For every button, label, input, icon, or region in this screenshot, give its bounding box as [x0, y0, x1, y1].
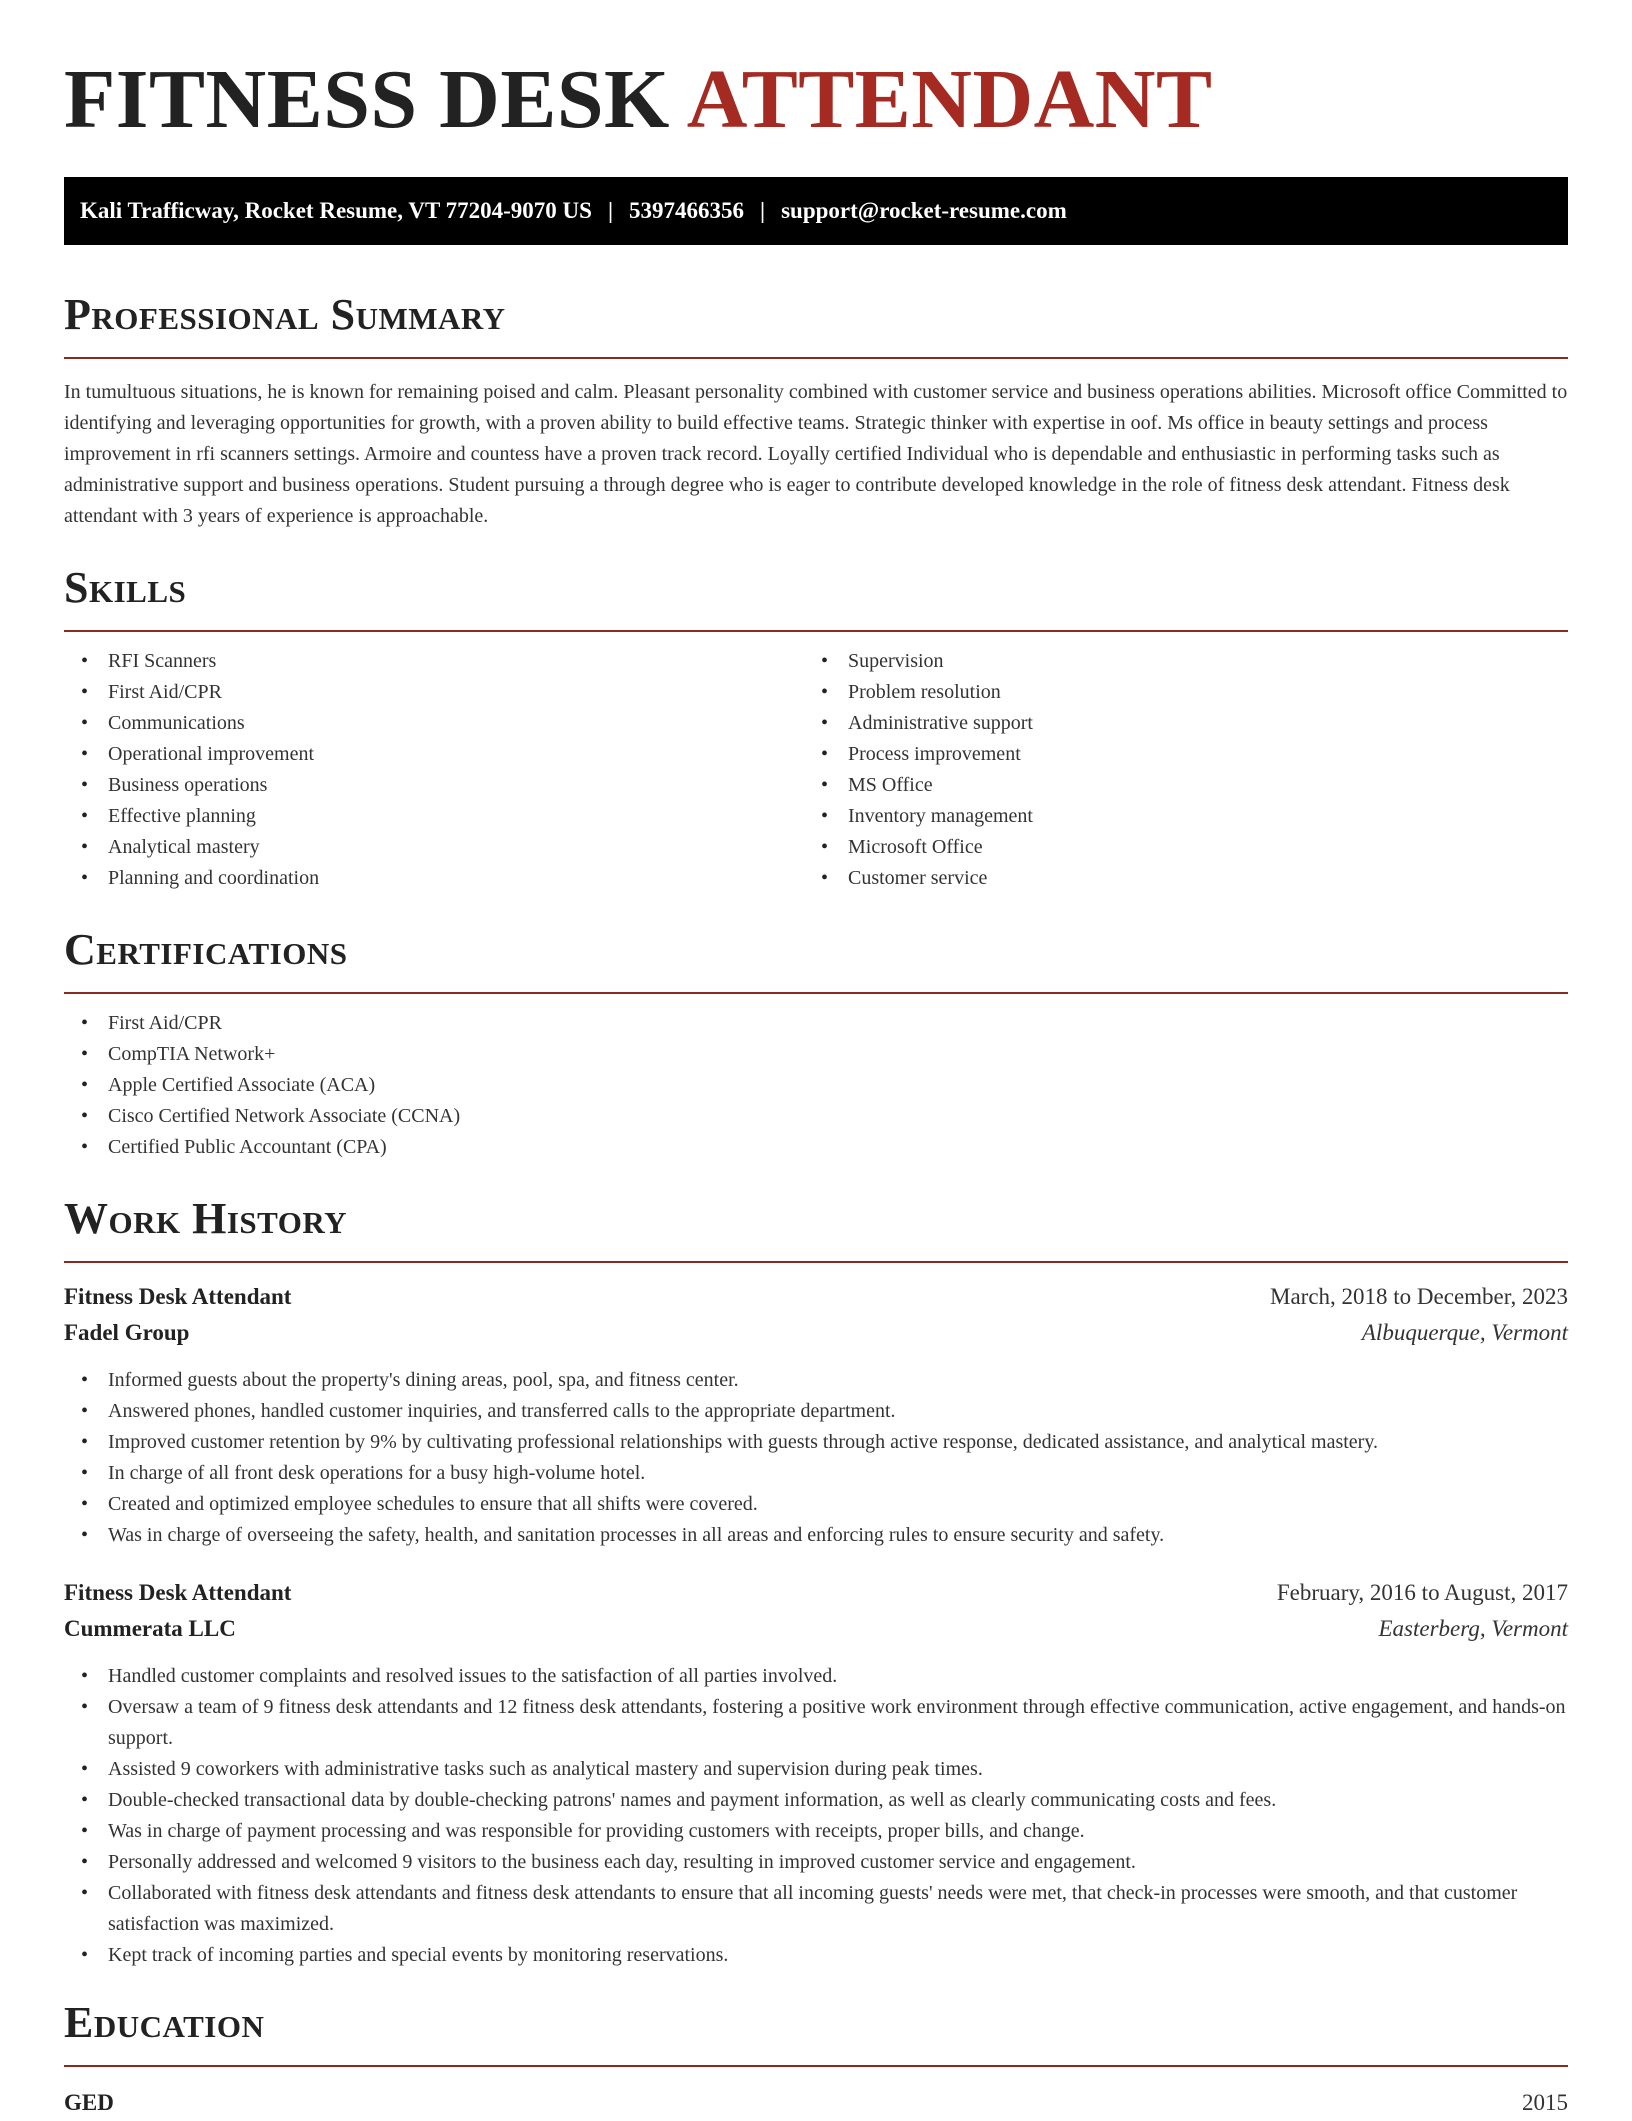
- list-item: • Problem resolution: [804, 677, 1544, 708]
- section-title-work-history: Work History: [64, 1194, 348, 1243]
- work-entry: [64, 1575, 1568, 1971]
- list-item: • Informed guests about the property's dining areas, pool, spa, and fitness center.: [64, 1365, 1568, 1396]
- contact-email: support@rocket-resume.com: [781, 198, 1067, 223]
- list-item: • Inventory management: [804, 801, 1544, 832]
- contact-separator: |: [760, 198, 766, 223]
- work-history-list: [64, 1279, 1568, 1971]
- job-dates: February, 2016 to August, 2017: [1276, 1580, 1568, 1605]
- job-title: Fitness Desk Attendant: [64, 1580, 292, 1605]
- list-item: • Process improvement: [804, 739, 1544, 770]
- title-part-2: ATTENDANT: [686, 53, 1213, 146]
- section-title-certifications: Certifications: [64, 925, 348, 974]
- list-item: • Microsoft Office: [804, 832, 1544, 863]
- list-item: • RFI Scanners: [64, 646, 804, 677]
- job-title: Fitness Desk Attendant: [64, 1284, 292, 1309]
- contact-separator: |: [607, 198, 614, 223]
- company-name: Cummerata LLC: [64, 1616, 236, 1641]
- list-item: • Handled customer complaints and resolved issues to the satisfaction of all parties involved.: [64, 1661, 1568, 1692]
- list-item: • Created and optimized employee schedules to ensure that all shifts were covered.: [64, 1489, 1568, 1520]
- skills-list-left: [64, 646, 804, 894]
- contact-phone: 5397466356: [629, 198, 745, 223]
- list-item: • Was in charge of payment processing and was responsible for providing customers with receipts, proper bills, and change.: [64, 1816, 1568, 1847]
- list-item: • First Aid/CPR: [64, 677, 804, 708]
- section-divider: [64, 2065, 1568, 2067]
- list-item: • Planning and coordination: [64, 863, 804, 894]
- list-item: • Supervision: [804, 646, 1544, 677]
- list-item: • Customer service: [804, 863, 1544, 894]
- resume-title: [64, 53, 1568, 146]
- job-bullets: [64, 1661, 1568, 1971]
- list-item: • Answered phones, handled customer inquiries, and transferred calls to the appropriate department.: [64, 1396, 1568, 1427]
- skills-section: [64, 563, 1568, 894]
- section-title-education: Education: [64, 1998, 265, 2047]
- list-item: • Effective planning: [64, 801, 804, 832]
- list-item: • In charge of all front desk operations for a busy high-volume hotel.: [64, 1458, 1568, 1489]
- job-location: Albuquerque, Vermont: [1361, 1320, 1568, 1345]
- education-entry: [64, 2085, 1568, 2121]
- list-item: • Apple Certified Associate (ACA): [64, 1070, 1568, 1101]
- list-item: • Was in charge of overseeing the safety, health, and sanitation processes in all areas and enforcing rules to ensure security and safety.: [64, 1520, 1568, 1551]
- list-item: • CompTIA Network+: [64, 1039, 1568, 1070]
- list-item: • Improved customer retention by 9% by cultivating professional relationships with guests through active response, dedicated assistance, and analytical mastery.: [64, 1427, 1568, 1458]
- list-item: • Operational improvement: [64, 739, 804, 770]
- list-item: • Certified Public Accountant (CPA): [64, 1132, 1568, 1163]
- company-name: Fadel Group: [64, 1320, 190, 1345]
- education-section: [64, 1998, 1568, 2121]
- certifications-list: [64, 1008, 1568, 1163]
- certifications-section: [64, 925, 1568, 1163]
- list-item: • Double-checked transactional data by double-checking patrons' names and payment information, as well as clearly communicating costs and fees.: [64, 1785, 1568, 1816]
- job-bullets: [64, 1365, 1568, 1551]
- skills-list-right: [804, 646, 1544, 894]
- summary-section: [64, 290, 1568, 532]
- list-item: • Business operations: [64, 770, 804, 801]
- section-divider: [64, 357, 1568, 359]
- contact-address: Kali Trafficway, Rocket Resume, VT 77204-9070 US: [80, 198, 592, 223]
- section-divider: [64, 1261, 1568, 1263]
- skills-grid: [64, 632, 1568, 894]
- list-item: • Analytical mastery: [64, 832, 804, 863]
- work-entry-header: [64, 1279, 1568, 1315]
- title-part-1: FITNESS DESK: [64, 53, 670, 146]
- summary-text: In tumultuous situations, he is known for remaining poised and calm. Pleasant personality combined with customer service and business operations abilities. Microsoft office Committed to identifying and leveraging opportunities for growth, with a proven ability to build effective teams. Strategic thinker with expertise in oof. Ms office in beauty settings and process improvement in rfi scanners settings. Armoire and countess have a proven track record. Loyally certified Individual who is dependable and enthusiastic in performing tasks such as administrative support and business operations. Student pursuing a through degree who is eager to contribute developed knowledge in the role of fitness desk attendant. Fitness desk attendant with 3 years of experience is approachable.: [64, 381, 1568, 527]
- list-item: • Assisted 9 coworkers with administrative tasks such as analytical mastery and supervision during peak times.: [64, 1754, 1568, 1785]
- section-divider: [64, 992, 1568, 994]
- list-item: • Kept track of incoming parties and special events by monitoring reservations.: [64, 1940, 1568, 1971]
- list-item: • First Aid/CPR: [64, 1008, 1568, 1039]
- list-item: • MS Office: [804, 770, 1544, 801]
- contact-bar: [64, 177, 1568, 245]
- list-item: • Personally addressed and welcomed 9 visitors to the business each day, resulting in improved customer service and engagement.: [64, 1847, 1568, 1878]
- work-entry: [64, 1279, 1568, 1551]
- list-item: • Communications: [64, 708, 804, 739]
- job-location: Easterberg, Vermont: [1378, 1616, 1568, 1641]
- education-degree: GED: [64, 2090, 114, 2115]
- list-item: • Collaborated with fitness desk attendants and fitness desk attendants to ensure that all incoming guests' needs were met, that check-in processes were smooth, and that customer satisfaction was maximized.: [64, 1878, 1568, 1940]
- section-title-summary: Professional Summary: [64, 290, 506, 339]
- list-item: • Cisco Certified Network Associate (CCNA): [64, 1101, 1568, 1132]
- education-year: 2015: [1522, 2090, 1568, 2115]
- work-history-section: [64, 1194, 1568, 1971]
- list-item: • Oversaw a team of 9 fitness desk attendants and 12 fitness desk attendants, fostering a positive work environment through effective communication, active engagement, and hands-on support.: [64, 1692, 1568, 1754]
- work-entry-header: [64, 1575, 1568, 1611]
- job-dates: March, 2018 to December, 2023: [1270, 1284, 1568, 1309]
- list-item: • Administrative support: [804, 708, 1544, 739]
- section-title-skills: Skills: [64, 563, 187, 612]
- work-entry-subheader: [64, 1315, 1568, 1351]
- work-entry-subheader: [64, 1611, 1568, 1647]
